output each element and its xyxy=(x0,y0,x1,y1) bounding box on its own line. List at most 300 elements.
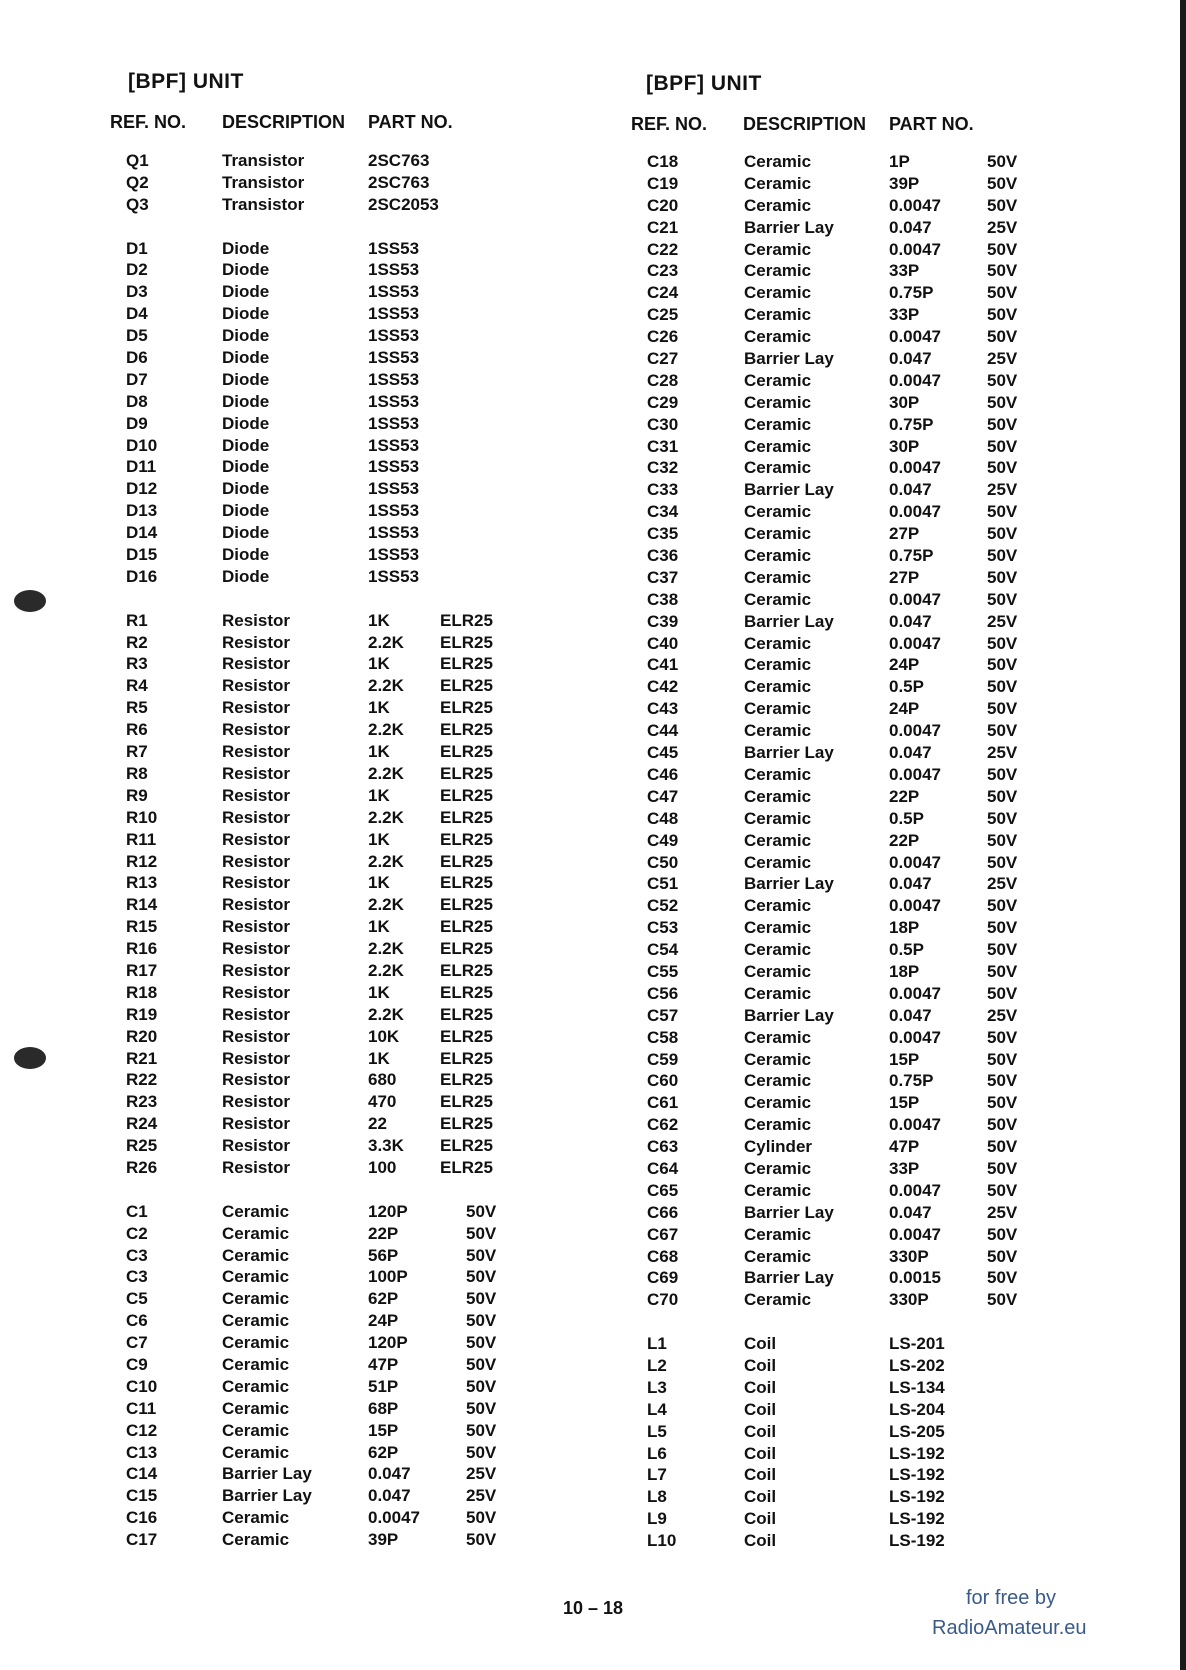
description: Barrier Lay xyxy=(744,611,834,631)
part-row xyxy=(0,698,1100,720)
part-no: 120P xyxy=(368,1333,408,1353)
part-row xyxy=(0,1049,1100,1071)
part-row xyxy=(0,523,1100,545)
part-no: 1SS53 xyxy=(368,304,420,324)
part-row xyxy=(0,983,1100,1005)
part-row xyxy=(0,1443,1100,1465)
ref-no: C33 xyxy=(647,480,679,500)
description: Coil xyxy=(744,1399,777,1419)
description: Ceramic xyxy=(744,677,812,697)
ref-no: L4 xyxy=(647,1399,667,1419)
ref-no: R14 xyxy=(126,895,158,915)
part-no: 1K xyxy=(368,982,390,1002)
ref-no: L8 xyxy=(647,1487,667,1507)
description: Ceramic xyxy=(744,808,812,828)
description: Ceramic xyxy=(744,524,812,544)
description: Ceramic xyxy=(744,436,812,456)
part-row xyxy=(0,830,1100,852)
description: Ceramic xyxy=(744,567,812,587)
rating: 25V xyxy=(466,1486,497,1506)
rating: 50V xyxy=(466,1245,497,1265)
ref-no: D11 xyxy=(126,457,157,477)
rating: ELR25 xyxy=(440,851,493,871)
ref-no: R20 xyxy=(126,1026,158,1046)
rating: 50V xyxy=(466,1376,497,1396)
rating: ELR25 xyxy=(440,1114,493,1134)
part-no: 1SS53 xyxy=(368,260,420,280)
rating: 25V xyxy=(987,743,1018,763)
rating: 50V xyxy=(987,195,1018,215)
rating: 50V xyxy=(987,677,1018,697)
part-no: 0.0047 xyxy=(889,983,941,1003)
rating: 50V xyxy=(987,502,1018,522)
description: Ceramic xyxy=(744,830,812,850)
description: Ceramic xyxy=(222,1201,290,1221)
description: Resistor xyxy=(222,895,291,915)
ref-no: L6 xyxy=(647,1443,667,1463)
description: Resistor xyxy=(222,851,291,871)
description: Ceramic xyxy=(222,1311,290,1331)
part-no: 0.5P xyxy=(889,677,924,697)
ref-no: C22 xyxy=(647,239,679,259)
rating: 50V xyxy=(466,1311,497,1331)
ref-no: C59 xyxy=(647,1049,679,1069)
part-no: 2.2K xyxy=(368,720,404,740)
part-no: 0.0047 xyxy=(889,195,941,215)
description: Resistor xyxy=(222,676,291,696)
part-no: 1K xyxy=(368,785,390,805)
description: Ceramic xyxy=(744,173,812,193)
description: Ceramic xyxy=(222,1398,290,1418)
watermark-line1: for free by xyxy=(966,1587,1057,1609)
ref-no: C10 xyxy=(126,1376,158,1396)
part-row xyxy=(0,1421,1100,1443)
part-no: 2.2K xyxy=(368,939,404,959)
ref-no: C70 xyxy=(647,1290,679,1310)
part-no: 1SS53 xyxy=(368,435,420,455)
rating: 50V xyxy=(987,1158,1018,1178)
description: Ceramic xyxy=(744,502,812,522)
ref-no: C45 xyxy=(647,743,679,763)
description: Transistor xyxy=(222,172,305,192)
rating: 50V xyxy=(466,1398,497,1418)
part-no: 56P xyxy=(368,1245,399,1265)
part-no: 24P xyxy=(889,699,920,719)
part-row xyxy=(0,282,1100,304)
description: Diode xyxy=(222,282,270,302)
part-no: 2.2K xyxy=(368,676,404,696)
ref-no: C17 xyxy=(126,1530,158,1550)
description: Barrier Lay xyxy=(744,874,834,894)
part-row xyxy=(0,1289,1100,1311)
part-row xyxy=(0,589,1100,611)
rating: 50V xyxy=(987,940,1018,960)
part-no: 1SS53 xyxy=(368,566,420,586)
description: Coil xyxy=(744,1487,777,1507)
ref-no: D4 xyxy=(126,304,148,324)
part-no: 1SS53 xyxy=(368,282,420,302)
ref-no: L3 xyxy=(647,1377,667,1397)
description: Ceramic xyxy=(744,961,812,981)
part-no: 470 xyxy=(368,1092,397,1112)
part-no: 0.047 xyxy=(889,349,932,369)
part-row xyxy=(0,611,1100,633)
part-row xyxy=(0,436,1100,458)
description: Ceramic xyxy=(744,1049,812,1069)
part-row xyxy=(0,1158,1100,1180)
ref-no: L1 xyxy=(647,1334,667,1354)
ref-no: C19 xyxy=(647,173,679,193)
part-no: 30P xyxy=(889,392,920,412)
part-row xyxy=(0,1224,1100,1246)
part-row xyxy=(0,479,1100,501)
description: Ceramic xyxy=(744,1115,812,1135)
part-row xyxy=(0,545,1100,567)
rating: 50V xyxy=(987,1268,1018,1288)
description: Ceramic xyxy=(744,589,812,609)
part-row xyxy=(0,742,1100,764)
part-row xyxy=(0,1136,1100,1158)
part-no: 1K xyxy=(368,742,390,762)
part-no: 1P xyxy=(889,152,910,171)
rating: ELR25 xyxy=(440,763,493,783)
part-no: 30P xyxy=(889,436,920,456)
part-no: 0.047 xyxy=(889,480,932,500)
rating: 50V xyxy=(987,1071,1018,1091)
part-no: 1SS53 xyxy=(368,238,420,258)
ref-no: C23 xyxy=(647,261,679,281)
part-no: 1SS53 xyxy=(368,391,420,411)
ref-no: R19 xyxy=(126,1004,158,1024)
description: Ceramic xyxy=(744,764,812,784)
ref-no: R12 xyxy=(126,851,158,871)
part-no: 1K xyxy=(368,654,390,674)
description: Barrier Lay xyxy=(222,1464,312,1484)
ref-no: C21 xyxy=(647,217,679,237)
part-no: 2.2K xyxy=(368,895,404,915)
part-row xyxy=(0,173,1100,195)
description: Cylinder xyxy=(744,1137,813,1157)
rating: 25V xyxy=(987,874,1018,894)
part-no: 0.047 xyxy=(368,1486,411,1506)
ref-no: C12 xyxy=(126,1420,158,1440)
description: Ceramic xyxy=(744,1180,812,1200)
rating: 50V xyxy=(466,1201,497,1221)
ref-no: D6 xyxy=(126,348,148,368)
description: Ceramic xyxy=(222,1354,290,1374)
ref-no: C7 xyxy=(126,1333,148,1353)
ref-no: C69 xyxy=(647,1268,679,1288)
part-row xyxy=(0,764,1100,786)
description: Barrier Lay xyxy=(222,1486,312,1506)
description: Resistor xyxy=(222,873,291,893)
ref-no: C43 xyxy=(647,699,679,719)
ref-no: D13 xyxy=(126,501,158,521)
rating: 50V xyxy=(466,1223,497,1243)
part-no: 1K xyxy=(368,610,390,630)
rating: 25V xyxy=(466,1464,497,1484)
description: Diode xyxy=(222,348,270,368)
rating: ELR25 xyxy=(440,785,493,805)
ref-no: R26 xyxy=(126,1157,158,1177)
rating: 50V xyxy=(987,436,1018,456)
rating: 25V xyxy=(987,611,1018,631)
description: Ceramic xyxy=(744,1071,812,1091)
description: Diode xyxy=(222,413,270,433)
rating: 25V xyxy=(987,349,1018,369)
rating: 50V xyxy=(987,786,1018,806)
description: Resistor xyxy=(222,632,291,652)
description: Ceramic xyxy=(222,1223,290,1243)
part-no: LS-201 xyxy=(889,1334,945,1354)
part-no: LS-202 xyxy=(889,1355,945,1375)
part-no: 1SS53 xyxy=(368,501,420,521)
rating: 50V xyxy=(987,458,1018,478)
part-row xyxy=(0,917,1100,939)
ref-no: C2 xyxy=(126,1223,148,1243)
part-no: 51P xyxy=(368,1376,399,1396)
description: Resistor xyxy=(222,1026,291,1046)
ref-no: D12 xyxy=(126,479,158,499)
part-no: 0.047 xyxy=(889,743,932,763)
part-row xyxy=(0,1246,1100,1268)
rating: 50V xyxy=(987,305,1018,325)
ref-no: R24 xyxy=(126,1114,158,1134)
part-no: 0.0047 xyxy=(889,852,941,872)
part-no: 47P xyxy=(889,1137,920,1157)
ref-no: C57 xyxy=(647,1005,679,1025)
group-spacer xyxy=(0,1311,1100,1333)
part-no: 15P xyxy=(889,1049,920,1069)
part-row xyxy=(0,457,1100,479)
ref-no: C20 xyxy=(647,195,679,215)
part-no: LS-192 xyxy=(889,1465,945,1485)
ref-no: C66 xyxy=(647,1202,679,1222)
rating: ELR25 xyxy=(440,720,493,740)
description: Barrier Lay xyxy=(744,743,834,763)
part-no: 0.0047 xyxy=(889,1115,941,1135)
part-no: 100P xyxy=(368,1267,408,1287)
part-no: LS-205 xyxy=(889,1421,945,1441)
description: Resistor xyxy=(222,785,291,805)
ref-no: R5 xyxy=(126,698,148,718)
part-no: 18P xyxy=(889,918,920,938)
part-no: 0.75P xyxy=(889,546,934,566)
description: Ceramic xyxy=(222,1442,290,1462)
part-no: 0.75P xyxy=(889,1071,934,1091)
description: Ceramic xyxy=(744,370,812,390)
description: Ceramic xyxy=(744,1093,812,1113)
right-unit-title: [BPF] UNIT xyxy=(646,72,762,95)
ref-no: Q1 xyxy=(126,151,149,170)
ref-no: C52 xyxy=(647,896,679,916)
description: Ceramic xyxy=(744,261,812,281)
rating: 50V xyxy=(987,764,1018,784)
part-no: 680 xyxy=(368,1070,397,1090)
ref-no: D10 xyxy=(126,435,158,455)
ref-no: R8 xyxy=(126,763,148,783)
part-no: 22P xyxy=(368,1223,399,1243)
part-no: 0.047 xyxy=(889,1202,932,1222)
description: Diode xyxy=(222,238,270,258)
rating: 50V xyxy=(987,392,1018,412)
ref-no: D1 xyxy=(126,238,148,258)
ref-no: C38 xyxy=(647,589,679,609)
part-no: 3.3K xyxy=(368,1136,404,1156)
ref-no: C35 xyxy=(647,524,679,544)
scan-hole-mark xyxy=(14,590,46,612)
rating: 50V xyxy=(987,589,1018,609)
part-no: LS-192 xyxy=(889,1509,945,1529)
ref-no: R16 xyxy=(126,939,158,959)
part-no: 1SS53 xyxy=(368,326,420,346)
rating: 50V xyxy=(987,261,1018,281)
description: Ceramic xyxy=(744,1224,812,1244)
ref-no: D3 xyxy=(126,282,148,302)
part-no: 1K xyxy=(368,1048,390,1068)
ref-no: C56 xyxy=(647,983,679,1003)
ref-no: Q3 xyxy=(126,194,149,214)
part-no: 330P xyxy=(889,1246,929,1266)
description: Ceramic xyxy=(744,699,812,719)
rating: ELR25 xyxy=(440,1070,493,1090)
part-row xyxy=(0,1092,1100,1114)
part-no: 0.0047 xyxy=(889,1180,941,1200)
description: Barrier Lay xyxy=(744,217,834,237)
ref-no: C3 xyxy=(126,1245,148,1265)
part-no: 0.047 xyxy=(889,1005,932,1025)
part-no: 1SS53 xyxy=(368,348,420,368)
part-no: 0.0047 xyxy=(889,458,941,478)
right-header-ref: REF. NO. xyxy=(631,114,708,134)
rating: 50V xyxy=(987,655,1018,675)
description: Ceramic xyxy=(222,1245,290,1265)
part-row xyxy=(0,326,1100,348)
description: Barrier Lay xyxy=(744,349,834,369)
ref-no: C60 xyxy=(647,1071,679,1091)
description: Ceramic xyxy=(744,392,812,412)
rating: 25V xyxy=(987,1005,1018,1025)
part-row xyxy=(0,676,1100,698)
part-no: 0.0047 xyxy=(889,370,941,390)
rating: 50V xyxy=(466,1530,497,1550)
rating: 50V xyxy=(987,852,1018,872)
description: Resistor xyxy=(222,1157,291,1177)
ref-no: C27 xyxy=(647,349,679,369)
rating: ELR25 xyxy=(440,917,493,937)
ref-no: C40 xyxy=(647,633,679,653)
ref-no: C55 xyxy=(647,961,679,981)
ref-no: C26 xyxy=(647,327,679,347)
ref-no: C3 xyxy=(126,1267,148,1287)
description: Ceramic xyxy=(744,1027,812,1047)
part-row xyxy=(0,1005,1100,1027)
ref-no: R3 xyxy=(126,654,148,674)
part-row xyxy=(0,1114,1100,1136)
ref-no: C41 xyxy=(647,655,679,675)
ref-no: Q2 xyxy=(126,172,149,192)
ref-no: C51 xyxy=(647,874,679,894)
description: Ceramic xyxy=(744,195,812,215)
part-row xyxy=(0,720,1100,742)
description: Diode xyxy=(222,391,270,411)
part-no: 39P xyxy=(889,173,920,193)
part-row xyxy=(0,852,1100,874)
description: Resistor xyxy=(222,654,291,674)
ref-no: R13 xyxy=(126,873,158,893)
description: Resistor xyxy=(222,1092,291,1112)
part-no: 2SC763 xyxy=(368,151,430,170)
description: Barrier Lay xyxy=(744,1005,834,1025)
rating: 50V xyxy=(466,1508,497,1528)
part-no: 0.5P xyxy=(889,940,924,960)
ref-no: C49 xyxy=(647,830,679,850)
part-no: 0.0047 xyxy=(889,764,941,784)
part-no: 33P xyxy=(889,1158,920,1178)
rating: 50V xyxy=(466,1442,497,1462)
part-no: 2.2K xyxy=(368,851,404,871)
description: Ceramic xyxy=(222,1420,290,1440)
description: Resistor xyxy=(222,807,291,827)
part-row xyxy=(0,370,1100,392)
description: Ceramic xyxy=(744,983,812,1003)
part-no: 15P xyxy=(368,1420,399,1440)
rating: 50V xyxy=(987,830,1018,850)
rating: 50V xyxy=(987,370,1018,390)
part-row xyxy=(0,1464,1100,1486)
ref-no: C13 xyxy=(126,1442,158,1462)
ref-no: C64 xyxy=(647,1158,679,1178)
part-no: 330P xyxy=(889,1290,929,1310)
part-no: LS-192 xyxy=(889,1487,945,1507)
part-row xyxy=(0,1070,1100,1092)
part-no: 22 xyxy=(368,1114,387,1134)
ref-no: C48 xyxy=(647,808,679,828)
ref-no: C46 xyxy=(647,764,679,784)
scan-hole-mark xyxy=(14,1047,46,1069)
rating: 50V xyxy=(466,1420,497,1440)
description: Diode xyxy=(222,369,270,389)
part-no: 1SS53 xyxy=(368,369,420,389)
ref-no: C50 xyxy=(647,852,679,872)
part-no: 1SS53 xyxy=(368,413,420,433)
ref-no: R25 xyxy=(126,1136,158,1156)
rating: 50V xyxy=(987,239,1018,259)
rating: 50V xyxy=(987,699,1018,719)
ref-no: C25 xyxy=(647,305,679,325)
rating: 25V xyxy=(987,480,1018,500)
part-no: 0.0015 xyxy=(889,1268,941,1288)
description: Diode xyxy=(222,545,270,565)
description: Diode xyxy=(222,501,270,521)
description: Resistor xyxy=(222,698,291,718)
part-row xyxy=(0,1355,1100,1377)
ref-no: R15 xyxy=(126,917,158,937)
description: Resistor xyxy=(222,1004,291,1024)
part-no: LS-192 xyxy=(889,1443,945,1463)
part-row xyxy=(0,567,1100,589)
part-no: 1SS53 xyxy=(368,479,420,499)
ref-no: C1 xyxy=(126,1201,148,1221)
part-no: 33P xyxy=(889,305,920,325)
rating: 50V xyxy=(987,983,1018,1003)
description: Resistor xyxy=(222,1136,291,1156)
rating: 50V xyxy=(987,152,1018,171)
part-row xyxy=(0,1027,1100,1049)
ref-no: R23 xyxy=(126,1092,158,1112)
part-no: 27P xyxy=(889,524,920,544)
part-no: 2SC763 xyxy=(368,172,430,192)
